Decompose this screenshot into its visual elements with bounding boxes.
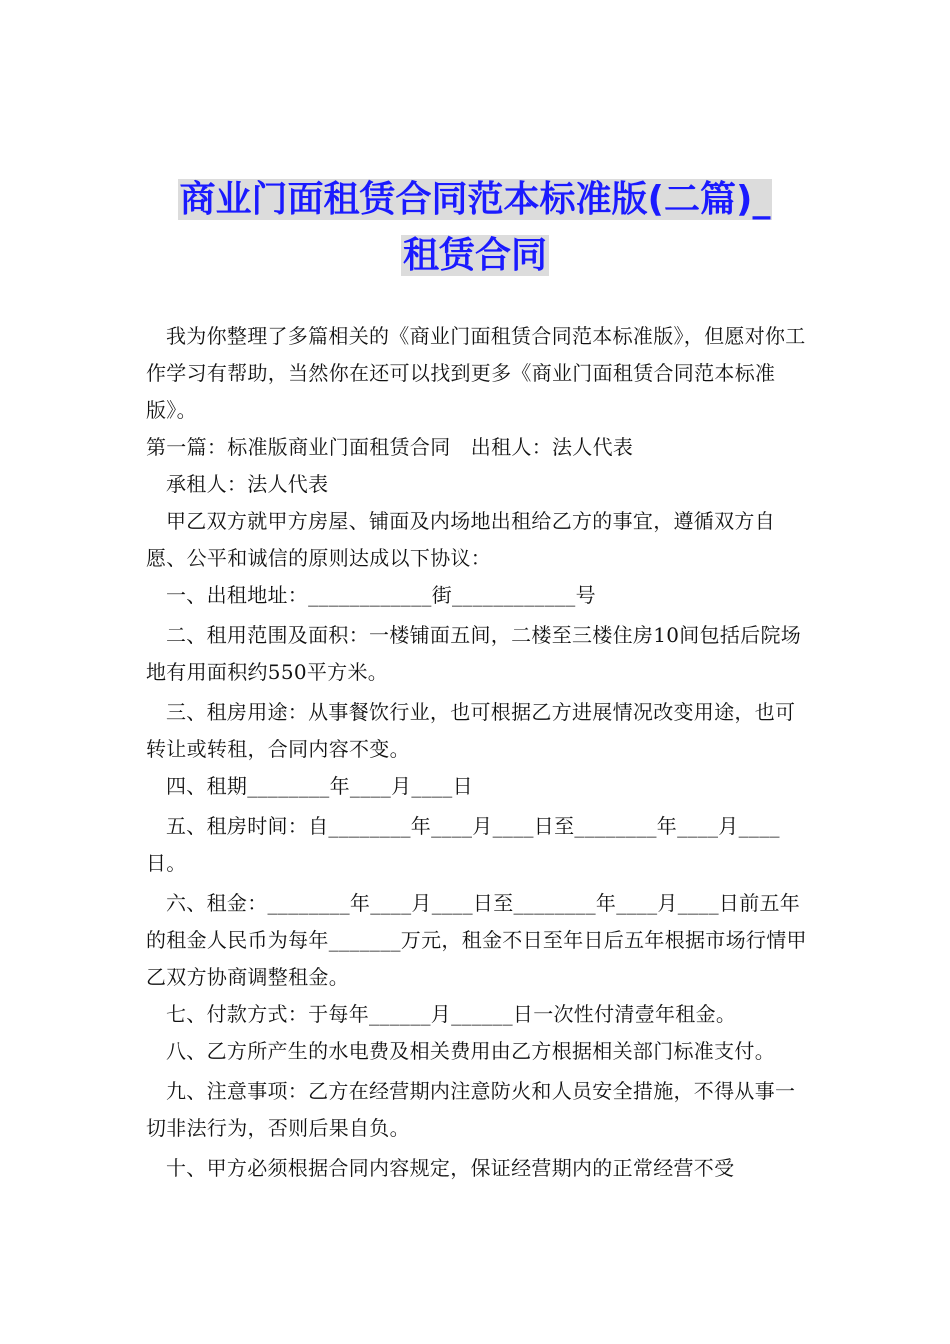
document-body: [146, 318, 810, 1187]
paragraph-agreement: 甲乙双方就甲方房屋、铺面及内场地出租给乙方的事宜，遵循双方自愿、公平和诚信的原则达成以下协议：: [146, 509, 775, 570]
paragraph-clause-7: 七、付款方式：于每年______月______日一次性付清壹年租金。: [166, 1002, 737, 1026]
title-line-1: 商业门面租赁合同范本标准版(二篇)_: [179, 179, 771, 220]
paragraph-clause-1: 一、出租地址：____________街____________号: [166, 583, 596, 607]
paragraph-clause-3: 三、租房用途：从事餐饮行业，也可根据乙方进展情况改变用途，也可转让或转租，合同内容不变。: [146, 700, 796, 761]
title-line-2: 租赁合同: [402, 235, 547, 276]
paragraph-intro: 我为你整理了多篇相关的《商业门面租赁合同范本标准版》，但愿对你工作学习有帮助，当然你在还可以找到更多《商业门面租赁合同范本标准版》。: [146, 324, 806, 422]
paragraph-clause-10: 十、甲方必须根据合同内容规定，保证经营期内的正常经营不受: [166, 1156, 735, 1180]
paragraph-clause-5: 五、租房时间：自________年____月____日至________年____月____日。: [146, 814, 780, 875]
paragraph-clause-8: 八、乙方所产生的水电费及相关费用由乙方根据相关部门标准支付。: [166, 1039, 775, 1063]
paragraph-first-article: 第一篇：标准版商业门面租赁合同 出租人：法人代表: [146, 435, 634, 459]
paragraph-clause-6: 六、租金：________年____月____日至________年____月____日前五年的租金人民币为每年_______万元，租金不日至年日后五年根据市场行情甲乙双方协商调整租金。: [146, 891, 807, 989]
paragraph-lessee: 承租人：法人代表: [166, 472, 329, 496]
document-title: [140, 172, 810, 284]
paragraph-clause-2: 二、租用范围及面积：一楼铺面五间，二楼至三楼住房10间包括后院场地有用面积约550平方米。: [146, 623, 802, 684]
paragraph-clause-4: 四、租期________年____月____日: [166, 774, 473, 798]
paragraph-clause-9: 九、注意事项：乙方在经营期内注意防火和人员安全措施，不得从事一切非法行为，否则后果自负。: [146, 1079, 796, 1140]
